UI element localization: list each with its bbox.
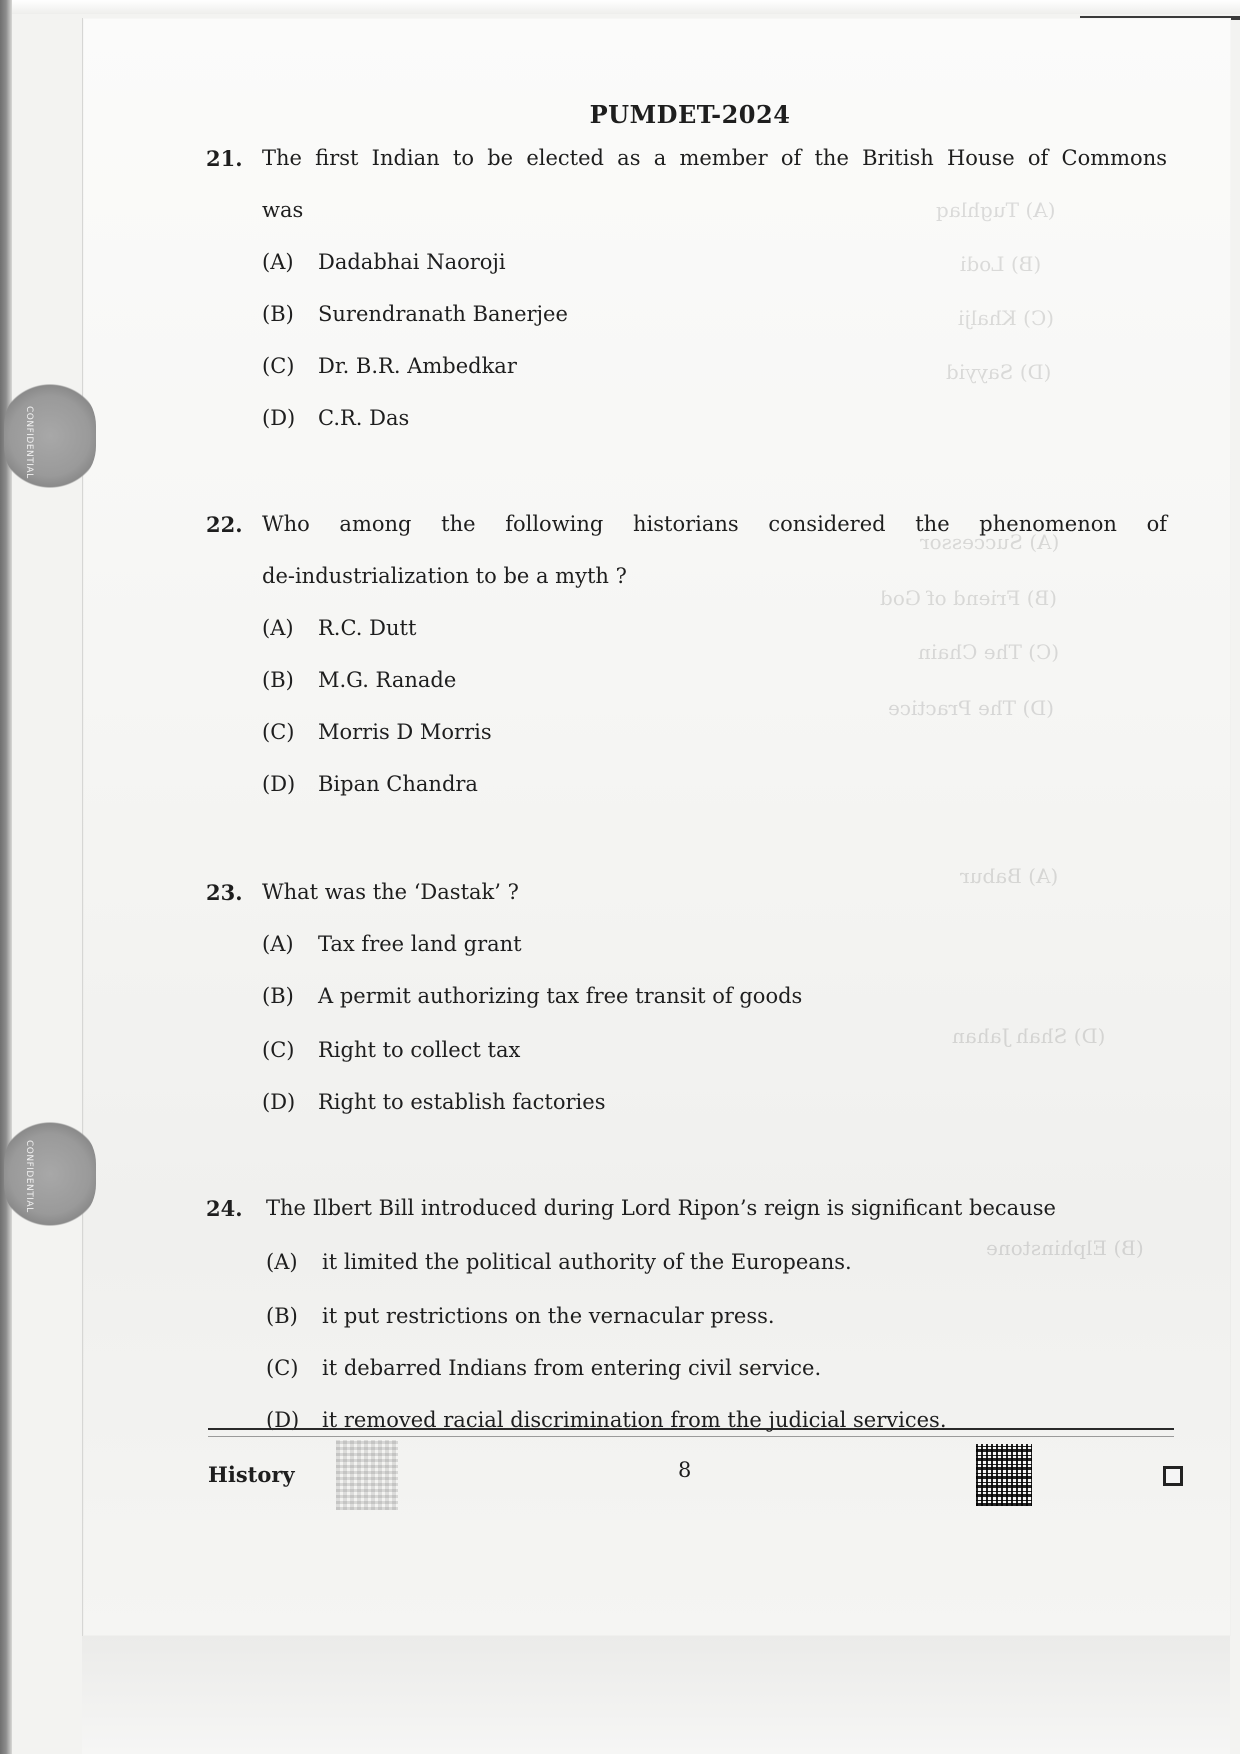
option-c <box>266 1342 821 1394</box>
option-label: (B) <box>262 984 294 1008</box>
qr-code-faint <box>336 1440 398 1510</box>
seal-text: CONFIDENTIAL <box>24 406 34 479</box>
option-label: (D) <box>262 406 296 430</box>
option-text: Tax free land grant <box>318 932 522 956</box>
option-c <box>262 1024 520 1076</box>
option-label: (C) <box>262 720 295 744</box>
qr-code <box>976 1444 1032 1506</box>
corner-marker <box>1163 1466 1183 1486</box>
bleed-through: (A) Babur <box>960 864 1059 888</box>
option-text: it limited the political authority of the Europeans. <box>322 1250 852 1274</box>
option-b <box>262 654 456 706</box>
option-label: (D) <box>262 772 296 796</box>
page-number: 8 <box>678 1458 692 1482</box>
option-label: (D) <box>266 1408 300 1432</box>
option-text: Morris D Morris <box>318 720 492 744</box>
bleed-through: (B) Lodi <box>960 252 1042 276</box>
option-label: (A) <box>262 932 294 956</box>
question-number: 24. <box>206 1196 243 1221</box>
bleed-through: (A) Tughlaq <box>936 198 1056 222</box>
option-text: Bipan Chandra <box>318 772 478 796</box>
option-d <box>266 1394 947 1446</box>
option-b <box>262 970 802 1022</box>
option-a <box>262 918 522 970</box>
question-text-continued: was <box>262 198 304 222</box>
option-text: it put restrictions on the vernacular press. <box>322 1304 775 1328</box>
question-text: Who among the following historians considered the phenomenon of <box>262 512 1167 536</box>
option-d <box>262 758 478 810</box>
question-number: 21. <box>206 146 243 171</box>
bleed-through: (C) Khalji <box>958 306 1055 330</box>
option-b <box>266 1290 775 1342</box>
option-text: R.C. Dutt <box>318 616 417 640</box>
question-number: 23. <box>206 880 243 905</box>
sheet-shadow <box>82 1636 1230 1754</box>
bleed-through: (C) The Chain <box>918 640 1060 664</box>
footer-subject: History <box>208 1462 295 1487</box>
option-text: Dr. B.R. Ambedkar <box>318 354 517 378</box>
option-label: (A) <box>262 616 294 640</box>
option-text: Dadabhai Naoroji <box>318 250 506 274</box>
option-c <box>262 706 492 758</box>
option-label: (B) <box>266 1304 298 1328</box>
question-number: 22. <box>206 512 243 537</box>
bleed-through: (B) Elphinstone <box>986 1236 1144 1260</box>
option-label: (A) <box>266 1250 298 1274</box>
option-a <box>266 1236 852 1288</box>
bleed-through: (D) Sayyid <box>946 360 1052 384</box>
seal-text: CONFIDENTIAL <box>24 1140 34 1213</box>
option-label: (A) <box>262 250 294 274</box>
scan-top-edge <box>12 0 1240 14</box>
confidential-seal <box>4 380 96 492</box>
bleed-through: (A) Successor <box>920 530 1060 554</box>
option-label: (B) <box>262 668 294 692</box>
footer-rule-secondary <box>208 1436 1174 1437</box>
option-d <box>262 1076 605 1128</box>
option-text: A permit authorizing tax free transit of goods <box>318 984 803 1008</box>
option-d <box>262 392 409 444</box>
option-text: it debarred Indians from entering civil service. <box>322 1356 822 1380</box>
option-text: M.G. Ranade <box>318 668 457 692</box>
question-text-continued: de-industrialization to be a myth ? <box>262 564 627 588</box>
question-text: The Ilbert Bill introduced during Lord Ripon’s reign is significant because <box>266 1196 1056 1220</box>
confidential-seal <box>4 1118 96 1230</box>
question-text: What was the ‘Dastak’ ? <box>262 880 519 904</box>
option-text: it removed racial discrimination from the judicial services. <box>322 1408 947 1432</box>
option-a <box>262 236 506 288</box>
option-label: (C) <box>266 1356 299 1380</box>
footer-rule <box>208 1428 1174 1430</box>
option-a <box>262 602 416 654</box>
bleed-through: (B) Friend of God <box>880 586 1057 610</box>
question-text: The first Indian to be elected as a member of the British House of Commons <box>262 146 1167 170</box>
option-label: (D) <box>262 1090 296 1114</box>
scan-left-edge <box>0 0 12 1754</box>
option-label: (B) <box>262 302 294 326</box>
option-c <box>262 340 517 392</box>
option-text: C.R. Das <box>318 406 410 430</box>
option-text: Surendranath Banerjee <box>318 302 568 326</box>
option-label: (C) <box>262 1038 295 1062</box>
page-title: PUMDET-2024 <box>589 100 791 129</box>
option-text: Right to collect tax <box>318 1038 521 1062</box>
bleed-through: (D) The Practice <box>888 696 1055 720</box>
option-b <box>262 288 568 340</box>
bleed-through: (D) Shah Jahan <box>952 1024 1106 1048</box>
option-label: (C) <box>262 354 295 378</box>
option-text: Right to establish factories <box>318 1090 606 1114</box>
